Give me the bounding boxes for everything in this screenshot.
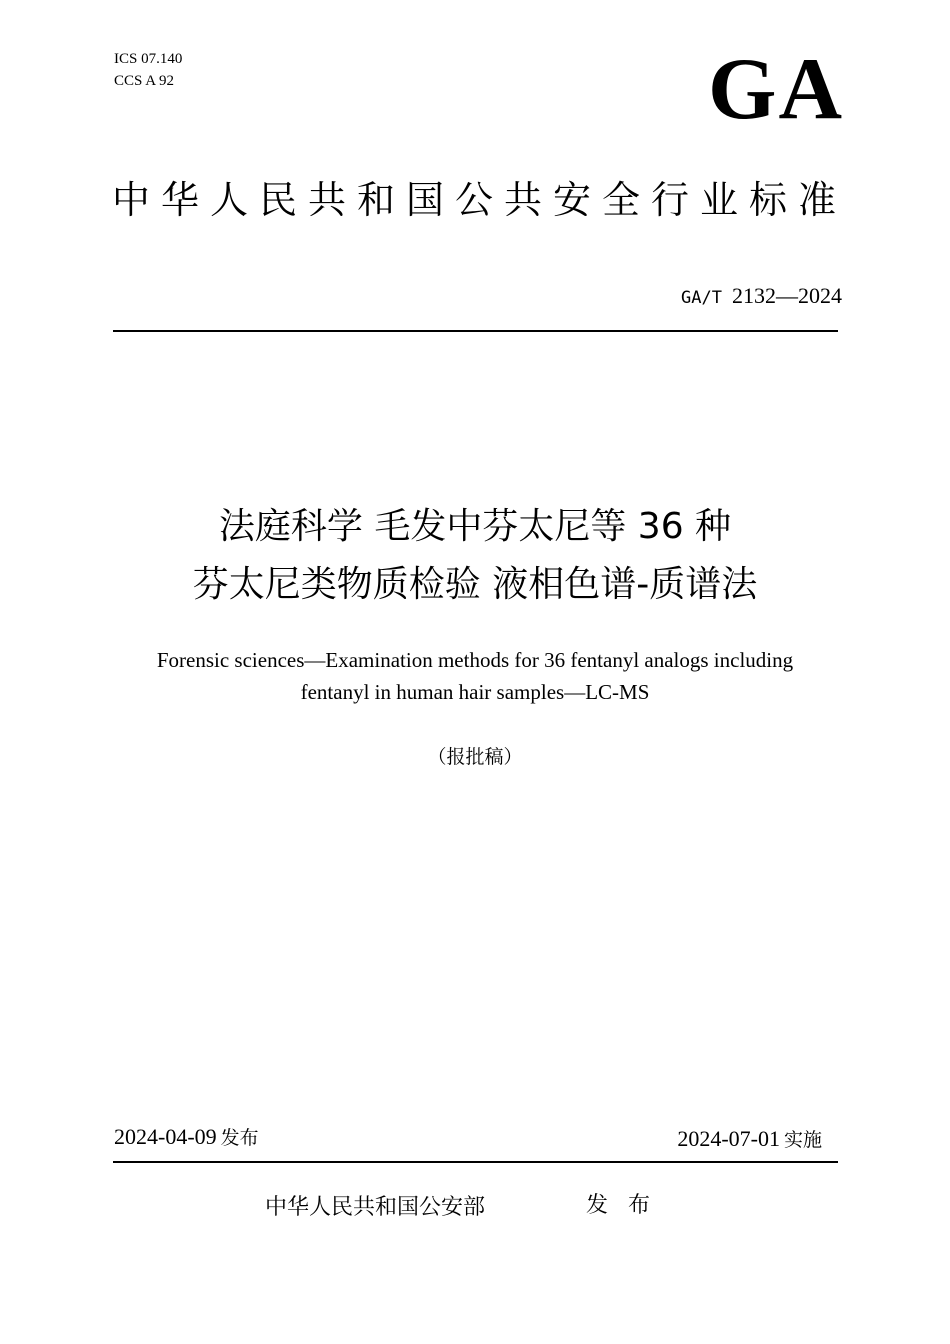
ga-logo: GA xyxy=(708,41,844,138)
standard-category-title: 中华人民共和国公共安全行业标准 xyxy=(112,178,848,222)
top-divider xyxy=(113,330,838,332)
issue-label: 发布 xyxy=(220,1127,259,1149)
chinese-title-line-2: 芬太尼类物质检验 液相色谱-质谱法 xyxy=(192,564,758,605)
publisher-name: 中华人民共和国公安部 xyxy=(265,1195,486,1220)
effective-label: 实施 xyxy=(783,1129,822,1151)
classification-codes xyxy=(114,48,182,92)
standard-code xyxy=(681,282,842,312)
publish-word: 发布 xyxy=(586,1193,671,1218)
standard-code-prefix: GA/T xyxy=(681,288,722,308)
chinese-title-line-1: 法庭科学 毛发中芬太尼等 36 种 xyxy=(218,506,732,547)
issue-date-block xyxy=(114,1122,259,1153)
ccs-code: CCS A 92 xyxy=(114,73,175,89)
ics-code: ICS 07.140 xyxy=(114,51,183,67)
english-title-line-1: Forensic sciences—Examination methods for 36 fentanyl analogs including xyxy=(156,648,794,672)
draft-note: （报批稿） xyxy=(427,746,523,768)
standard-code-number: 2132—2024 xyxy=(732,283,842,308)
bottom-divider xyxy=(113,1161,838,1163)
english-title-line-2: fentanyl in human hair samples—LC-MS xyxy=(300,680,650,704)
effective-date-block xyxy=(677,1124,822,1155)
issue-date: 2024-04-09 xyxy=(114,1124,217,1149)
effective-date: 2024-07-01 xyxy=(677,1126,780,1151)
